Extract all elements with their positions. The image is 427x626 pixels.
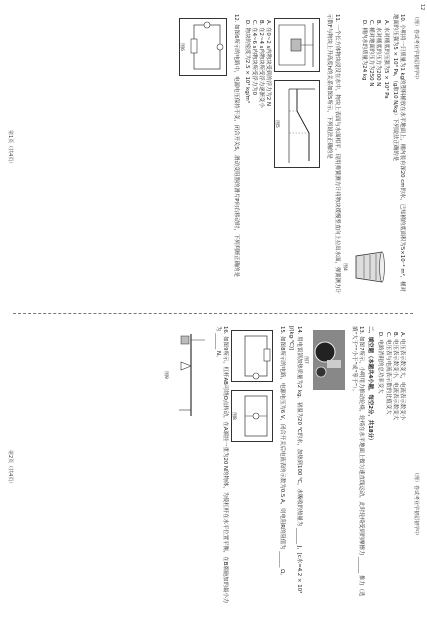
figure-6-label: 图6 <box>178 43 184 51</box>
footer-right: 第2页（共4页） <box>7 450 13 487</box>
left-column <box>176 14 405 294</box>
figure-7-photo <box>305 330 345 390</box>
q11-option-d: D. 物块的密度为2.5 × 10³ kg/m³ <box>243 20 250 103</box>
figure-5a-setup <box>274 18 320 72</box>
q12-option-a: A. 电压表示数变大，电流表示数变小 <box>399 332 405 420</box>
header-left: （理）卷试考业学初届初学中 <box>413 14 419 80</box>
question-15: 15. 如图8所示的电路，电源电压为6 V，闭合开关后电流表的示数为0.5 A，则电阻R的阻值为 ______ Ω。 <box>279 326 286 579</box>
q10-option-d: D. 桶内水的质量为24 kg <box>360 20 367 81</box>
page-number: 12 <box>419 4 425 11</box>
figure-8a-circuit <box>231 330 273 382</box>
q11-option-a: A. 在0~2 s内物块受到的浮力为2 N <box>265 20 272 106</box>
figure-5-graph <box>274 80 320 168</box>
question-12: 12. 如图6所示的电路中，电源电压保持不变，闭合开关S，滑动变阻器的滑片P向右移动时，下列判断正确的是 <box>233 14 240 277</box>
figure-4-label: 图4 <box>342 263 348 271</box>
question-16: 16. 如图9所示，杠杆AB可绕O点转动，在A端挂一重为20 N的物体，为使杠杆在水平位置平衡，在B端施加的最小力为 ______ N。 <box>214 326 228 604</box>
figure-9-label: 图9 <box>163 371 169 379</box>
question-10: 10. 小明将一只质量为1 kg的塑料桶放在水平地面上，桶内装有深20 cm的水，已知桶的底面积为5×10⁻² m²，桶对地面的压强为5 × 10³ Pa，（g取10 N/kg）下列说法正确的是 <box>391 14 405 292</box>
question-13: 13. 如图7所示，小明用力推动轮椅，轮椅在水平地面上做匀速直线运动，此时轮椅受到的摩擦力 ______ 推力（选填“大于”“小于”或“等于”）。 <box>350 326 364 597</box>
figure-5-label: 图5 <box>273 120 279 128</box>
q12-option-b: B. 电压表示数变小，电流表示数变大 <box>391 332 398 420</box>
q12-option-d: D. 电路消耗的总功率变大 <box>377 332 384 394</box>
section-2-heading: 二、填空题（本题共4小题，每空2分，共18分） <box>367 326 374 444</box>
figure-7-label: 图7 <box>303 356 309 364</box>
q12-option-c: C. 电压表与电流表示数的比值变大 <box>384 332 391 415</box>
q11-option-c: C. 在4~6 s内物块所受浮力为0 <box>250 20 257 96</box>
figure-4-bucket <box>342 244 386 290</box>
bucket-icon <box>352 244 386 290</box>
column-divider <box>13 313 413 314</box>
figure-8b-circuit <box>231 390 273 442</box>
footer-left: 第1页（共4页） <box>7 130 13 167</box>
figure-6-circuit <box>179 18 227 76</box>
header-right: （理）卷试考业学初届初学中 <box>413 470 419 536</box>
right-column <box>162 326 405 606</box>
q11-option-b: B. 在2~4 s内物块所受浮力逐渐变小 <box>257 20 264 108</box>
wheelchair-photo-icon <box>313 330 345 390</box>
question-14: 14. 用电饭锅加热质量为2 kg、初温为20 ℃的水，加热到100 ℃，水吸收的热量为 ______ J，[c水=4.2 × 10³ J/(kg·℃)] <box>288 326 302 594</box>
figure-8-label: 图8 <box>230 412 236 420</box>
figure-9-lever <box>165 330 209 420</box>
q10-option-b: B. 水对桶底的压力为200 N <box>375 20 382 87</box>
question-11: 11. 一个长方体物块浸没在水中，物块上表面与水面相平，现用弹簧测力计将物块缓慢竖直向上拉出水面，弹簧测力计示数F与物块上升高度h的关系如图5所示，下列说法正确的是 <box>326 14 340 294</box>
q10-option-c: C. 桶对地面的压力为250 N <box>368 20 375 87</box>
q10-option-a: A. 水对桶底的压强为5 × 10³ Pa <box>382 20 389 99</box>
